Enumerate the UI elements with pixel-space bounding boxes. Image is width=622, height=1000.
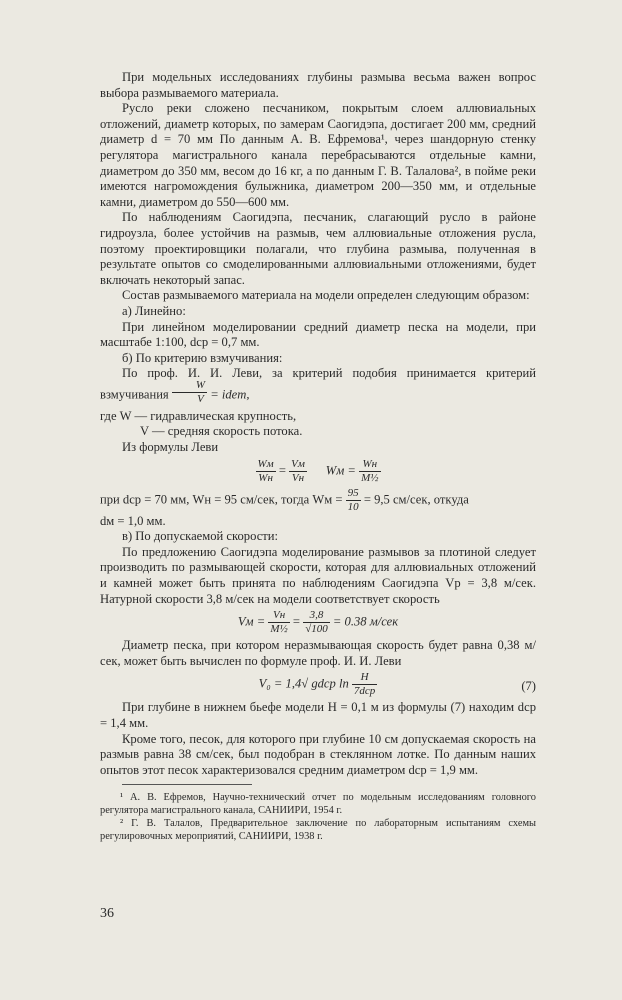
paragraph: Диаметр песка, при котором неразмывающая скорость будет равна 0,38 м/сек, может быть вычислен по формуле проф. И. И. Леви [100,638,536,668]
footnote-1: ¹ А. В. Ефремов, Научно-технический отчет по модельным исследованиям головного регулятора магистрального канала, САНИИРИ, 1954 г. [100,792,536,817]
list-label: а) Линейно: [122,303,186,318]
definition: где W — гидравлическая крупность, [100,408,297,423]
body-text [100,70,536,843]
formula-levi: Wм Wн = Vм Vн Wм = Wн M½ [257,457,379,484]
equation-number: (7) [521,679,536,694]
paragraph: При модельных исследованиях глубины размыва весьма важен вопрос выбора размываемого материала. [100,70,536,100]
paragraph: при dср = 70 мм, Wн = 95 см/сек, тогда Wм = $\frac{95}{10}$ = 9,5 см/сек, откуда [100,486,469,513]
formula-v0: V₀ = 1,4√ gdср ln H 7dср (7) [258,671,536,698]
list-label: б) По критерию взмучивания: [122,350,283,365]
definition: V — средняя скорость потока. [140,424,303,439]
paragraph: По проф. И. И. Леви, за критерий подобия принимается критерий взмучивания $\frac{W}{V}$ = idem, [100,366,536,405]
page-number: 36 [100,906,114,921]
fraction-w-v: $\frac{W}{V}$ [172,379,207,406]
paragraph: По предложению Саогидэпа моделирование размывов за плотиной следует производить по размывающей скорости, которая для аллювиальных отложений и камней может быть принята по наблюдениям Саогидэпа Vр = 3,8 м/сек. Натурной скорости 3,8 м/сек на модели соответствует скорость [100,544,536,606]
footnote-divider [122,784,252,785]
paragraph: Кроме того, песок, для которого при глубине 10 см допускаемая скорость на размыв равна 38 см/сек, был подобран в стеклянном лотке. По данным наших опытов этот песок характеризовался средним диаметром dср = 1,9 мм. [100,731,536,777]
footnote-2: ² Г. В. Талалов, Предварительное заключение по лабораторным испытаниям схемы регулировочных мероприятий, САНИИРИ, 1938 г. [100,818,536,843]
paragraph: Русло реки сложено песчаником, покрытым слоем аллювиальных отложений, диаметр которых, по замерам Саогидэпа, достигает 200 мм, средний диаметр d = 70 мм По данным А. В. Ефремова¹, через шандорную стенку регулятора магистрального канала перебрасываются отдельные камни, диаметром до 350 мм, весом до 16 кг, а по данным Г. В. Талалова², в пойме реки имеются нагромождения булыжника, диаметром 200—350 мм, и отдельные камни, диаметром до 550—600 мм. [100,101,536,209]
formula-vm: Vм = Vн M½ = $\frac{3,8}{√100}$ = 0.38 м/сек [237,609,399,636]
paragraph: Из формулы Леви [122,440,219,455]
paragraph: При глубине в нижнем бьефе модели H = 0,1 м из формулы (7) находим dср = 1,4 мм. [100,700,536,730]
paragraph: При линейном моделировании средний диаметр песка на модели, при масштабе 1:100, dср = 0,7 мм. [100,319,536,350]
paragraph: Состав размываемого материала на модели определен следующим образом: [122,288,530,303]
list-label: в) По допускаемой скорости: [122,529,279,544]
paragraph: dм = 1,0 мм. [100,513,166,528]
paragraph: По наблюдениям Саогидэпа, песчаник, слагающий русло в районе гидроузла, более устойчив на размыв, чем аллювиальные отложения русла, поэтому проектировщики полагали, что глубина размыва, полученная в результате опытов со смоделированными аллювиальными отложениями, будет включать некоторый запас. [100,210,536,287]
